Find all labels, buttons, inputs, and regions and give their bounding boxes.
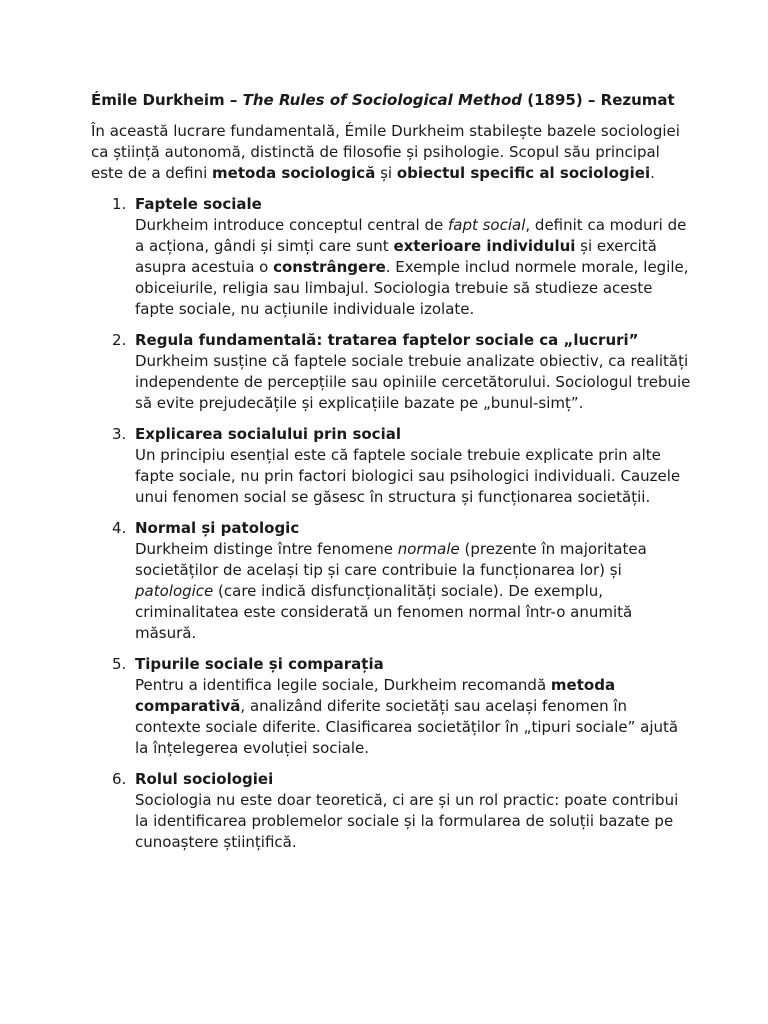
- intro-emphasis-method: metoda sociologică: [212, 164, 376, 182]
- body-bold: exterioare individului: [393, 237, 576, 255]
- document-page: [91, 90, 691, 863]
- intro-text: În această lucrare fundamentală, Émile Durkheim stabilește bazele sociologiei ca știință autonomă, distinctă de filosofie și psihologie. Scopul său principal este de a defini: [91, 122, 680, 182]
- body-text: Durkheim introduce conceptul central de: [135, 216, 448, 234]
- section-title: Explicarea socialului prin social: [135, 425, 401, 443]
- section-item-2: [91, 330, 691, 414]
- body-bold: constrângere: [273, 258, 386, 276]
- section-number: 6.: [112, 770, 127, 788]
- body-text: Sociologia nu este doar teoretică, ci are și un rol practic: poate contribui la identificarea problemelor sociale și la formularea de soluții bazate pe cunoaștere științifică.: [135, 791, 679, 851]
- body-italic: fapt social: [447, 216, 526, 234]
- body-text: (care indică disfuncționalități sociale). De exemplu, criminalitatea este considerată un fenomen normal într-o anumită măsură.: [135, 582, 633, 642]
- section-title: Normal și patologic: [135, 519, 300, 537]
- body-text: . Exemple includ normele morale, legile, obiceiurile, religia sau limbajul. Sociologia trebuie să studieze aceste fapte sociale, nu acțiunile individuale izolate.: [135, 258, 689, 318]
- section-item-4: [91, 518, 691, 644]
- intro-text: și: [375, 164, 397, 182]
- section-item-3: [91, 424, 691, 508]
- section-title: Rolul sociologiei: [135, 770, 274, 788]
- section-body: [135, 215, 691, 320]
- section-title: Regula fundamentală: tratarea faptelor sociale ca „lucruri”: [135, 331, 639, 349]
- section-number: 1.: [112, 195, 127, 213]
- body-text: Un principiu esențial este că faptele sociale trebuie explicate prin alte fapte sociale, nu prin factori biologici sau psihologici individuali. Cauzele unui fenomen social se găsesc în structura și funcționarea societății.: [135, 446, 681, 506]
- body-italic: patologice: [135, 582, 214, 600]
- intro-emphasis-object: obiectul specific al sociologiei: [396, 164, 651, 182]
- body-italic: normale: [397, 540, 460, 558]
- section-number: 3.: [112, 425, 127, 443]
- section-body: [135, 790, 691, 853]
- section-number: 2.: [112, 331, 127, 349]
- title-suffix: (1895) – Rezumat: [522, 91, 675, 109]
- section-body: [135, 445, 691, 508]
- body-text: Durkheim susține că faptele sociale trebuie analizate obiectiv, ca realități independente de percepțiile sau opiniile cercetătorului. Sociologul trebuie să evite prejudecățile și explicațiile bazate pe „bunul-simț”.: [135, 352, 691, 412]
- section-number: 5.: [112, 655, 127, 673]
- body-text: Pentru a identifica legile sociale, Durkheim recomandă: [135, 676, 551, 694]
- sections-list: [91, 194, 691, 853]
- intro-text: .: [650, 164, 655, 182]
- section-number: 4.: [112, 519, 127, 537]
- section-body: [135, 539, 691, 644]
- title-work: The Rules of Sociological Method: [242, 91, 523, 109]
- body-text: Durkheim distinge între fenomene: [135, 540, 398, 558]
- section-item-5: [91, 654, 691, 759]
- intro-paragraph: [91, 121, 691, 184]
- body-bold: metoda comparativă: [135, 676, 616, 715]
- body-text: , analizând diferite societăți sau același fenomen în contexte sociale diferite. Clasificarea societăților în „tipuri sociale” ajută la înțelegerea evoluției sociale.: [135, 697, 679, 757]
- body-text: , definit ca moduri de a acționa, gândi și simți care sunt: [135, 216, 687, 255]
- section-body: [135, 675, 691, 759]
- body-text: și exercită asupra acestuia o: [135, 237, 657, 276]
- section-body: [135, 351, 691, 414]
- section-title: Tipurile sociale și comparația: [135, 655, 384, 673]
- section-title: Faptele sociale: [135, 195, 262, 213]
- document-title: [91, 90, 691, 111]
- section-item-1: [91, 194, 691, 320]
- title-author: Émile Durkheim –: [91, 91, 243, 109]
- body-text: (prezente în majoritatea societăților de același tip și care contribuie la funcționarea lor) și: [135, 540, 647, 579]
- section-item-6: [91, 769, 691, 853]
